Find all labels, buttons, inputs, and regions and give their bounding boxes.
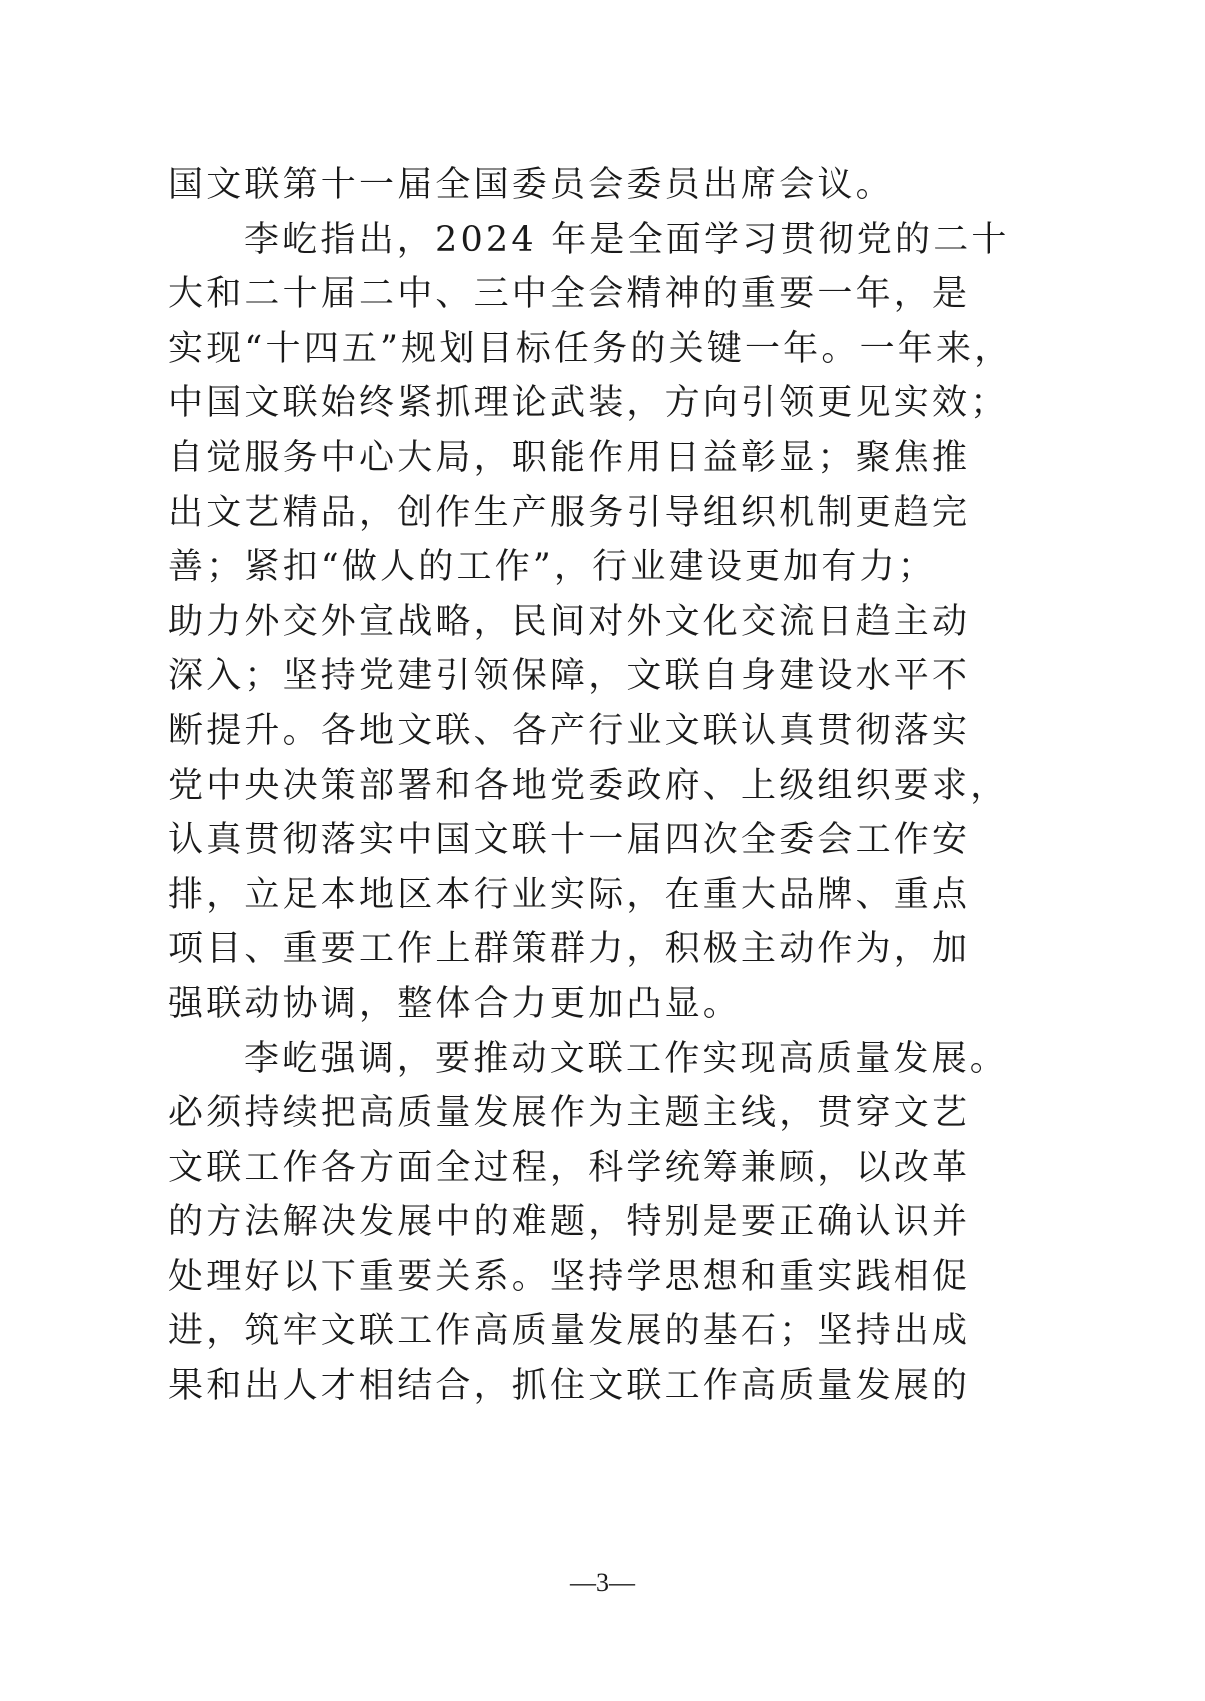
text-line: 善；紧扣“做人的工作”，行业建设更加有力； <box>168 547 936 588</box>
text-line: 必须持续把高质量发展作为主题主线，贯穿文艺 <box>168 1093 971 1134</box>
text-line: 强联动协调，整体合力更加凸显。 <box>168 983 742 1024</box>
text-line: 进，筑牢文联工作高质量发展的基石；坚持出成 <box>168 1311 971 1352</box>
text-line: 文联工作各方面全过程，科学统筹兼顾，以改革 <box>168 1147 971 1188</box>
text-line: 中国文联始终紧抓理论武装，方向引领更见实效； <box>168 383 1009 424</box>
text-line: 李屹指出，2024 年是全面学习贯彻党的二十 <box>244 219 1010 260</box>
text-line: 出文艺精品，创作生产服务引导组织机制更趋完 <box>168 492 971 533</box>
text-line: 深入；坚持党建引领保障，文联自身建设水平不 <box>168 656 971 697</box>
page-number: —3— <box>570 1568 635 1597</box>
text-line: 大和二十届二中、三中全会精神的重要一年，是 <box>168 274 971 315</box>
text-line: 认真贯彻落实中国文联十一届四次全委会工作安 <box>168 820 971 861</box>
text-line: 果和出人才相结合，抓住文联工作高质量发展的 <box>168 1366 971 1407</box>
text-line: 排，立足本地区本行业实际，在重大品牌、重点 <box>168 874 971 915</box>
text-line: 李屹强调，要推动文联工作实现高质量发展。 <box>244 1038 1009 1079</box>
text-line: 项目、重要工作上群策群力，积极主动作为，加 <box>168 929 971 970</box>
text-line: 国文联第十一届全国委员会委员出席会议。 <box>168 165 894 205</box>
text-line: 处理好以下重要关系。坚持学思想和重实践相促 <box>168 1256 971 1297</box>
text-line: 断提升。各地文联、各产行业文联认真贯彻落实 <box>168 710 971 751</box>
text-line: 的方法解决发展中的难题，特别是要正确认识并 <box>168 1202 971 1243</box>
body-text <box>168 158 1013 1414</box>
text-line: 实现“十四五”规划目标任务的关键一年。一年来， <box>168 328 1013 369</box>
text-line: 助力外交外宣战略，民间对外文化交流日趋主动 <box>168 601 971 642</box>
text-line: 党中央决策部署和各地党委政府、上级组织要求， <box>168 765 1009 806</box>
text-line: 自觉服务中心大局，职能作用日益彰显；聚焦推 <box>168 437 971 478</box>
